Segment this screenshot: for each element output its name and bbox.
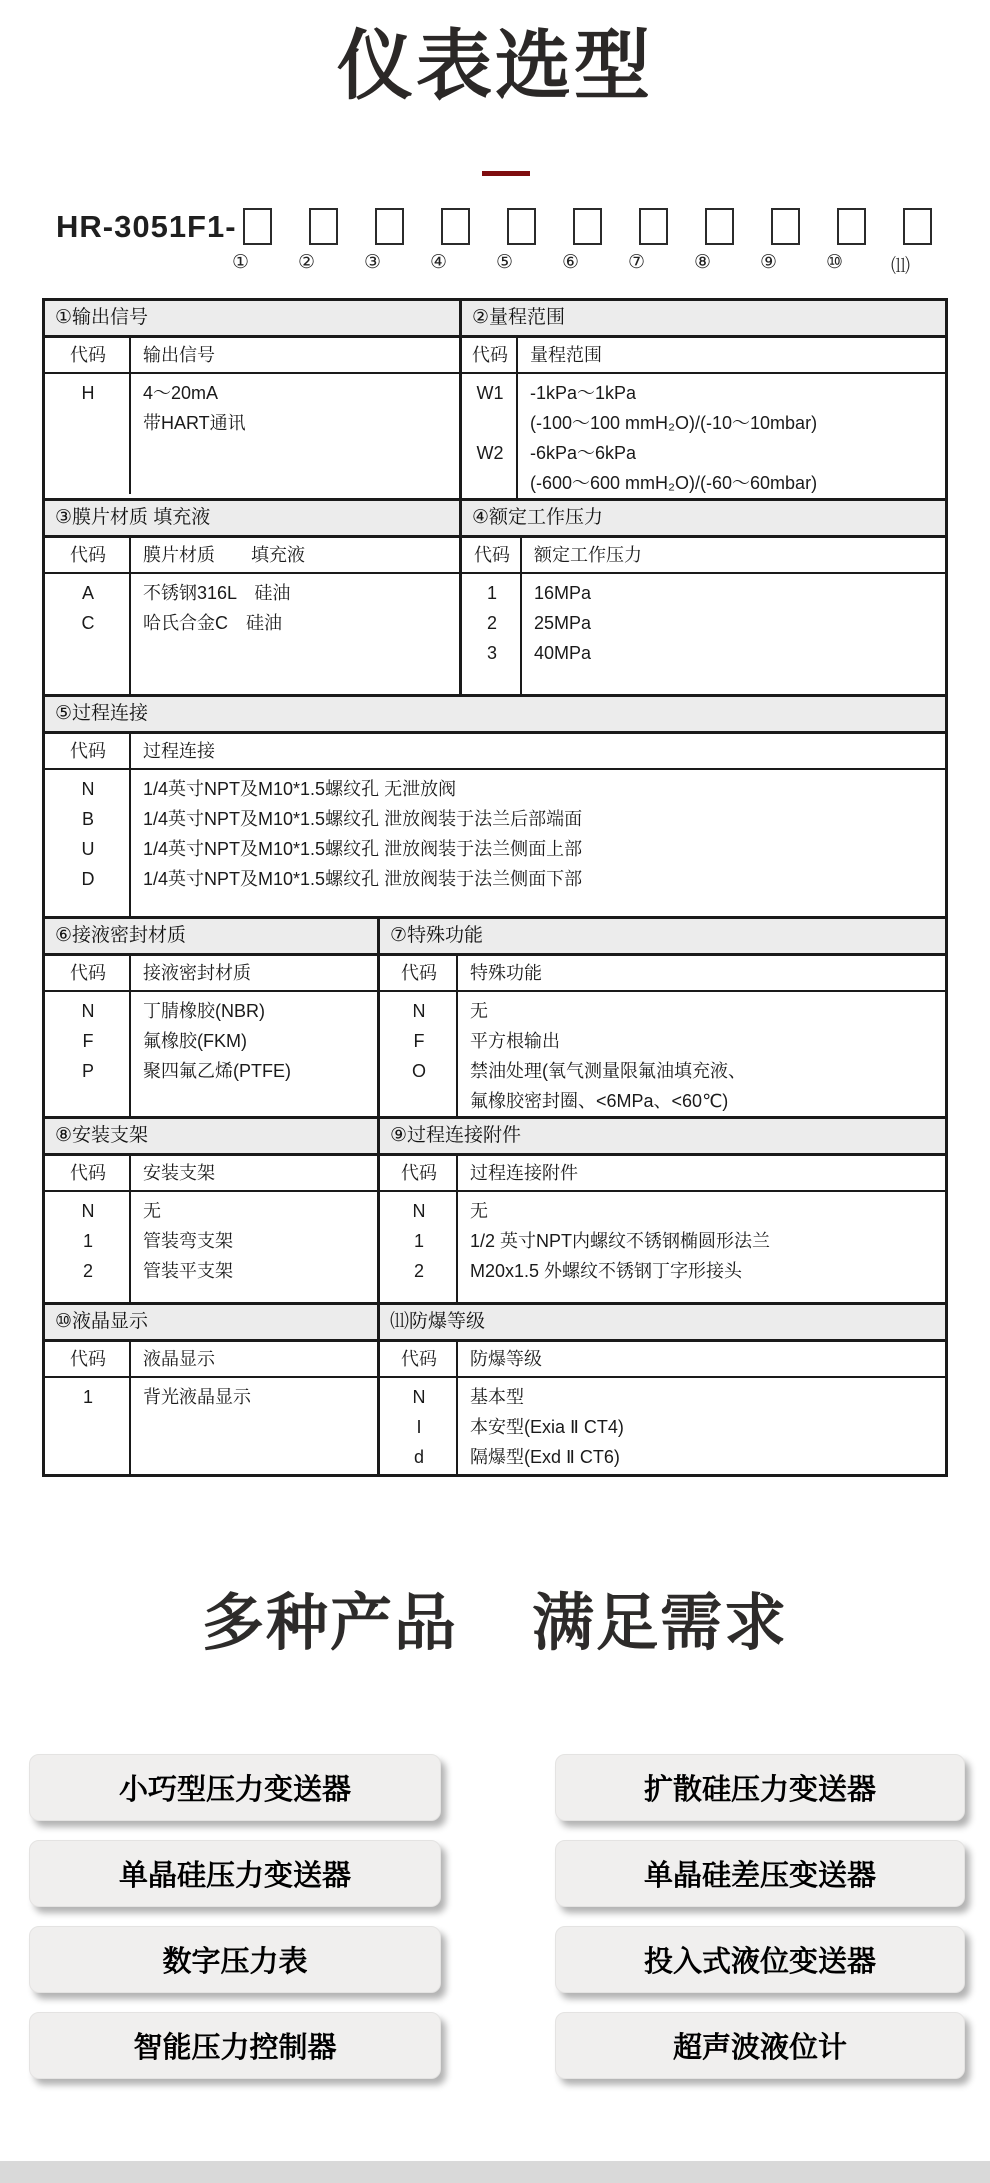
code-cell: N: [412, 1001, 426, 1022]
table-section: [42, 1116, 948, 1305]
table-section: [42, 916, 948, 1119]
product-button[interactable]: 单晶硅差压变送器: [555, 1840, 965, 1907]
code-cell: U: [81, 839, 95, 860]
desc-cell: 背光液晶显示: [143, 1387, 251, 1408]
model-option-box: [309, 208, 338, 245]
code-cell: O: [411, 1061, 426, 1082]
code-cell: N: [81, 1001, 95, 1022]
table-title: ③膜片材质 填充液: [45, 501, 459, 538]
product-button[interactable]: 小巧型压力变送器: [29, 1754, 441, 1821]
desc-cell: 无: [143, 1201, 161, 1222]
desc-cell: 无: [470, 1001, 488, 1022]
spec-table-rated-pressure: [459, 498, 948, 697]
desc-cell: [518, 374, 945, 438]
position-number-label: ⑩: [825, 252, 844, 274]
desc-line: -6kPa～6kPa: [530, 443, 637, 464]
col-header-code: 代码: [380, 956, 458, 992]
desc-line: 4～20mA: [143, 383, 219, 404]
product-button[interactable]: 投入式液位变送器: [555, 1926, 965, 1993]
position-number-label: ⑨: [759, 252, 778, 274]
desc-cell: 隔爆型(Exd Ⅱ CT6): [470, 1447, 620, 1468]
code-cell: 1: [82, 1387, 93, 1408]
code-cell: N: [81, 779, 95, 800]
col-header-desc: 膜片材质 填充液: [131, 538, 459, 574]
desc-cell: 哈氏合金C 硅油: [143, 613, 282, 634]
col-header-code: 代码: [380, 1342, 458, 1378]
code-cell: N: [412, 1387, 426, 1408]
model-option-box: [507, 208, 536, 245]
spec-tables: [42, 298, 948, 1477]
model-option-box: [705, 208, 734, 245]
product-button[interactable]: 扩散硅压力变送器: [555, 1754, 965, 1821]
desc-cell: 25MPa: [534, 613, 592, 634]
code-cell: d: [413, 1447, 424, 1468]
desc-cell: [458, 1056, 945, 1116]
spec-table-lcd-display: [42, 1302, 380, 1477]
table-section: [42, 298, 948, 501]
table-section: [42, 498, 948, 697]
desc-line: 氟橡胶密封圈、<6MPa、<60℃): [470, 1091, 729, 1112]
position-number-label: ③: [363, 252, 382, 274]
table-title: ④额定工作压力: [462, 501, 945, 538]
spec-table-mounting-bracket: [42, 1116, 380, 1305]
model-option-boxes: [243, 208, 932, 245]
column-divider: [516, 338, 518, 498]
model-option-box: [903, 208, 932, 245]
col-header-code: 代码: [380, 1156, 458, 1192]
desc-cell: [518, 438, 945, 498]
model-option-box: [243, 208, 272, 245]
code-cell: P: [81, 1061, 94, 1082]
product-button[interactable]: 数字压力表: [29, 1926, 441, 1993]
model-option-box: [573, 208, 602, 245]
desc-cell: 1/4英寸NPT及M10*1.5螺纹孔 泄放阀装于法兰侧面下部: [143, 869, 583, 890]
code-cell: A: [81, 583, 94, 604]
code-cell: D: [81, 869, 95, 890]
code-cell: 3: [486, 643, 497, 664]
table-title: ⑩液晶显示: [45, 1305, 377, 1342]
products-heading-left: 多种产品: [201, 1589, 458, 1659]
column-divider: [456, 1342, 458, 1474]
model-option-box: [441, 208, 470, 245]
col-header-desc: 安装支架: [131, 1156, 377, 1192]
position-number-label: ⑾: [890, 256, 910, 278]
desc-cell: 1/4英寸NPT及M10*1.5螺纹孔 无泄放阀: [143, 779, 457, 800]
column-divider: [456, 956, 458, 1116]
col-header-code: 代码: [462, 538, 522, 574]
code-cell: H: [81, 383, 95, 404]
table-title: ⑥接液密封材质: [45, 919, 377, 956]
product-button[interactable]: 超声波液位计: [555, 2012, 965, 2079]
footer-band: [0, 2161, 990, 2183]
col-header-desc: 过程连接附件: [458, 1156, 945, 1192]
col-header-desc: 额定工作压力: [522, 538, 945, 574]
product-button[interactable]: 单晶硅压力变送器: [29, 1840, 441, 1907]
column-divider: [520, 538, 522, 694]
model-option-box: [639, 208, 668, 245]
desc-cell: 不锈钢316L 硅油: [143, 583, 291, 604]
spec-table-explosion-proof: [377, 1302, 948, 1477]
code-cell: W1: [476, 383, 504, 404]
col-header-desc: 特殊功能: [458, 956, 945, 992]
model-option-box: [771, 208, 800, 245]
position-number-label: ⑦: [627, 252, 646, 274]
position-number-label: ①: [231, 252, 250, 274]
desc-cell: 1/4英寸NPT及M10*1.5螺纹孔 泄放阀装于法兰侧面上部: [143, 839, 583, 860]
col-header-desc: 过程连接: [131, 734, 945, 770]
code-cell: B: [81, 809, 94, 830]
table-title: ①输出信号: [45, 301, 459, 338]
desc-line: 带HART通讯: [143, 413, 246, 434]
table-title: ⑧安装支架: [45, 1119, 377, 1156]
page: [0, 24, 990, 2183]
desc-line: (-600～600 mmH₂O)/(-60～60mbar): [530, 473, 818, 494]
col-header-code: 代码: [45, 538, 131, 574]
products-heading: [0, 1573, 990, 1662]
col-header-code: 代码: [45, 734, 131, 770]
desc-cell: 氟橡胶(FKM): [143, 1031, 247, 1052]
col-header-code: 代码: [45, 338, 131, 374]
col-header-code: 代码: [45, 1342, 131, 1378]
position-number-label: ②: [297, 252, 316, 274]
col-header-desc: 液晶显示: [131, 1342, 377, 1378]
page-title: 仪表选型: [337, 24, 653, 109]
table-section: [42, 694, 948, 919]
model-row: [56, 208, 990, 245]
code-cell: 2: [82, 1261, 93, 1282]
desc-line: (-100～100 mmH₂O)/(-10～10mbar): [530, 413, 818, 434]
table-title: ⑾防爆等级: [380, 1305, 945, 1342]
desc-cell: 1/4英寸NPT及M10*1.5螺纹孔 泄放阀装于法兰后部端面: [143, 809, 583, 830]
desc-cell: 平方根输出: [470, 1031, 560, 1052]
code-cell: 2: [413, 1261, 424, 1282]
model-code-label: HR-3051F1-: [56, 209, 237, 245]
spec-table-diaphragm-fill: [42, 498, 462, 697]
col-header-code: 代码: [45, 1156, 131, 1192]
col-header-code: 代码: [45, 956, 131, 992]
column-divider: [129, 956, 131, 1116]
products-heading-right: 满足需求: [532, 1589, 789, 1659]
table-title: ⑤过程连接: [45, 697, 945, 734]
col-header-code: 代码: [462, 338, 518, 374]
column-divider: [129, 1156, 131, 1302]
code-cell: W2: [476, 443, 504, 464]
desc-cell: 管装弯支架: [143, 1231, 233, 1252]
desc-cell: 管装平支架: [143, 1261, 233, 1282]
column-divider: [129, 1342, 131, 1474]
code-cell: 1: [82, 1231, 93, 1252]
column-divider: [456, 1156, 458, 1302]
table-title: ⑨过程连接附件: [380, 1119, 945, 1156]
code-cell: 1: [486, 583, 497, 604]
code-cell: 1: [413, 1231, 424, 1252]
code-cell: F: [413, 1031, 425, 1052]
desc-cell: 基本型: [470, 1387, 524, 1408]
table-section: [42, 1302, 948, 1477]
col-header-desc: 输出信号: [131, 338, 459, 374]
desc-cell: 丁腈橡胶(NBR): [143, 1001, 265, 1022]
title-underline: [482, 171, 530, 176]
desc-cell: [131, 374, 459, 438]
table-title: ②量程范围: [462, 301, 945, 338]
code-cell: N: [81, 1201, 95, 1222]
model-option-box: [837, 208, 866, 245]
desc-cell: M20x1.5 外螺纹不锈钢丁字形接头: [470, 1261, 743, 1282]
position-number-label: ④: [429, 252, 448, 274]
code-cell: I: [416, 1417, 422, 1438]
position-number-label: ⑧: [693, 252, 712, 274]
code-cell: C: [81, 613, 95, 634]
code-cell: N: [412, 1201, 426, 1222]
desc-cell: 40MPa: [534, 643, 592, 664]
desc-cell: 本安型(Exia Ⅱ CT4): [470, 1417, 624, 1438]
code-cell: 2: [486, 613, 497, 634]
column-divider: [129, 538, 131, 694]
position-number-label: ⑥: [561, 252, 580, 274]
desc-cell: 1/2 英寸NPT内螺纹不锈钢椭圆形法兰: [470, 1231, 771, 1252]
desc-line: -1kPa～1kPa: [530, 383, 637, 404]
position-labels-row: [226, 251, 990, 278]
col-header-desc: 防爆等级: [458, 1342, 945, 1378]
desc-cell: 聚四氟乙烯(PTFE): [143, 1061, 291, 1082]
column-divider: [129, 338, 131, 494]
spec-table-process-connection: [42, 694, 948, 919]
spec-table-special-function: [377, 916, 948, 1119]
model-option-box: [375, 208, 404, 245]
col-header-desc: 量程范围: [518, 338, 945, 374]
position-number-label: ⑤: [495, 252, 514, 274]
spec-table-seal-material: [42, 916, 380, 1119]
spec-table-output-signal: [42, 298, 462, 501]
col-header-desc: 接液密封材质: [131, 956, 377, 992]
code-cell: F: [82, 1031, 94, 1052]
spec-table-range: [459, 298, 948, 501]
spec-table-process-connection-accessory: [377, 1116, 948, 1305]
desc-cell: 无: [470, 1201, 488, 1222]
column-divider: [129, 734, 131, 916]
table-title: ⑦特殊功能: [380, 919, 945, 956]
product-button[interactable]: 智能压力控制器: [29, 2012, 441, 2079]
desc-cell: 16MPa: [534, 583, 592, 604]
product-buttons: [29, 1754, 990, 2079]
desc-line: 禁油处理(氧气测量限氟油填充液、: [470, 1061, 746, 1082]
